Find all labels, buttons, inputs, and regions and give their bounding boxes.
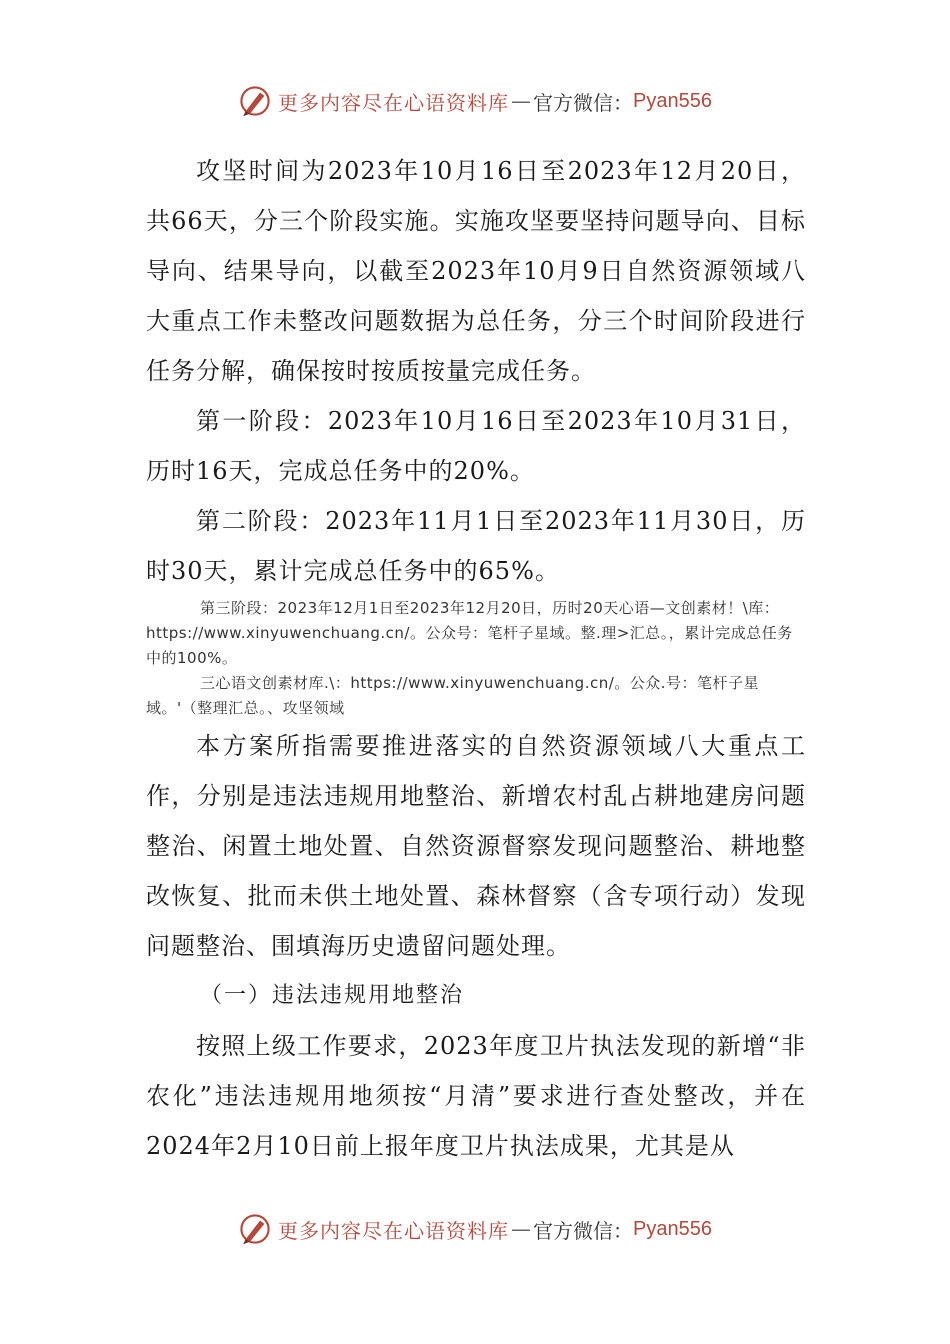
watermark-wechat-id: Pyan556 [633,89,712,112]
watermark-brand: 更多内容尽在心语资料库 [278,1218,510,1243]
watermark-label: 官方微信： [533,1218,634,1243]
watermark-brand: 更多内容尽在心语资料库 [278,90,510,115]
paragraph-phase-two: 第二阶段：2023年11月1日至2023年11月30日，历时30天，累计完成总任务中的65%。 [146,507,806,585]
watermark-label: 官方微信： [533,90,634,115]
watermark-header [0,84,950,118]
pen-logo-icon [238,1212,272,1246]
watermark-wechat-id: Pyan556 [633,1217,712,1240]
watermark-footer [0,1212,950,1246]
watermark-dash: — [511,1217,532,1241]
paragraph-phase-one: 第一阶段：2023年10月16日至2023年10月31日，历时16天，完成总任务中的20%。 [146,407,806,485]
paragraph-requirements: 按照上级工作要求，2023年度卫片执法发现的新增“非农化”违法违规用地须按“月清”要求进行查处整改，并在2024年2月10日前上报年度卫片执法成果，尤其是从 [146,1032,806,1160]
paragraph-eight-tasks: 本方案所指需要推进落实的自然资源领域八大重点工作，分别是违法违规用地整治、新增农村乱占耕地建房问题整治、闲置土地处置、自然资源督察发现问题整治、耕地整改恢复、批而未供土地处置、森林督察（含专项行动）发现问题整治、围填海历史遗留问题处理。 [146,732,806,960]
document-body [146,146,806,1171]
section-heading: （一）违法违规用地整治 [200,983,465,1008]
paragraph-schedule: 攻坚时间为2023年10月16日至2023年12月20日，共66天，分三个阶段实施。实施攻坚要坚持问题导向、目标导向、结果导向，以截至2023年10月9日自然资源领域八大重点工作未整改问题数据为总任务，分三个时间阶段进行任务分解，确保按时按质按量完成任务。 [146,157,806,385]
pen-logo-icon [238,84,272,118]
note-phase-three: 第三阶段：2023年12月1日至2023年12月20日，历时20天心语—文创素材！\库：https://www.xinyuwenchuang.cn/。公众号：笔杆子星域。整.理>汇总。，累计完成总任务中的100%。 [146,599,793,667]
watermark-dash: — [511,89,532,113]
note-source: 三心语文创素材库.\：https://www.xinyuwenchuang.cn/。公众.号：笔杆子星域。'（整理汇总。、攻坚领域 [146,674,760,717]
